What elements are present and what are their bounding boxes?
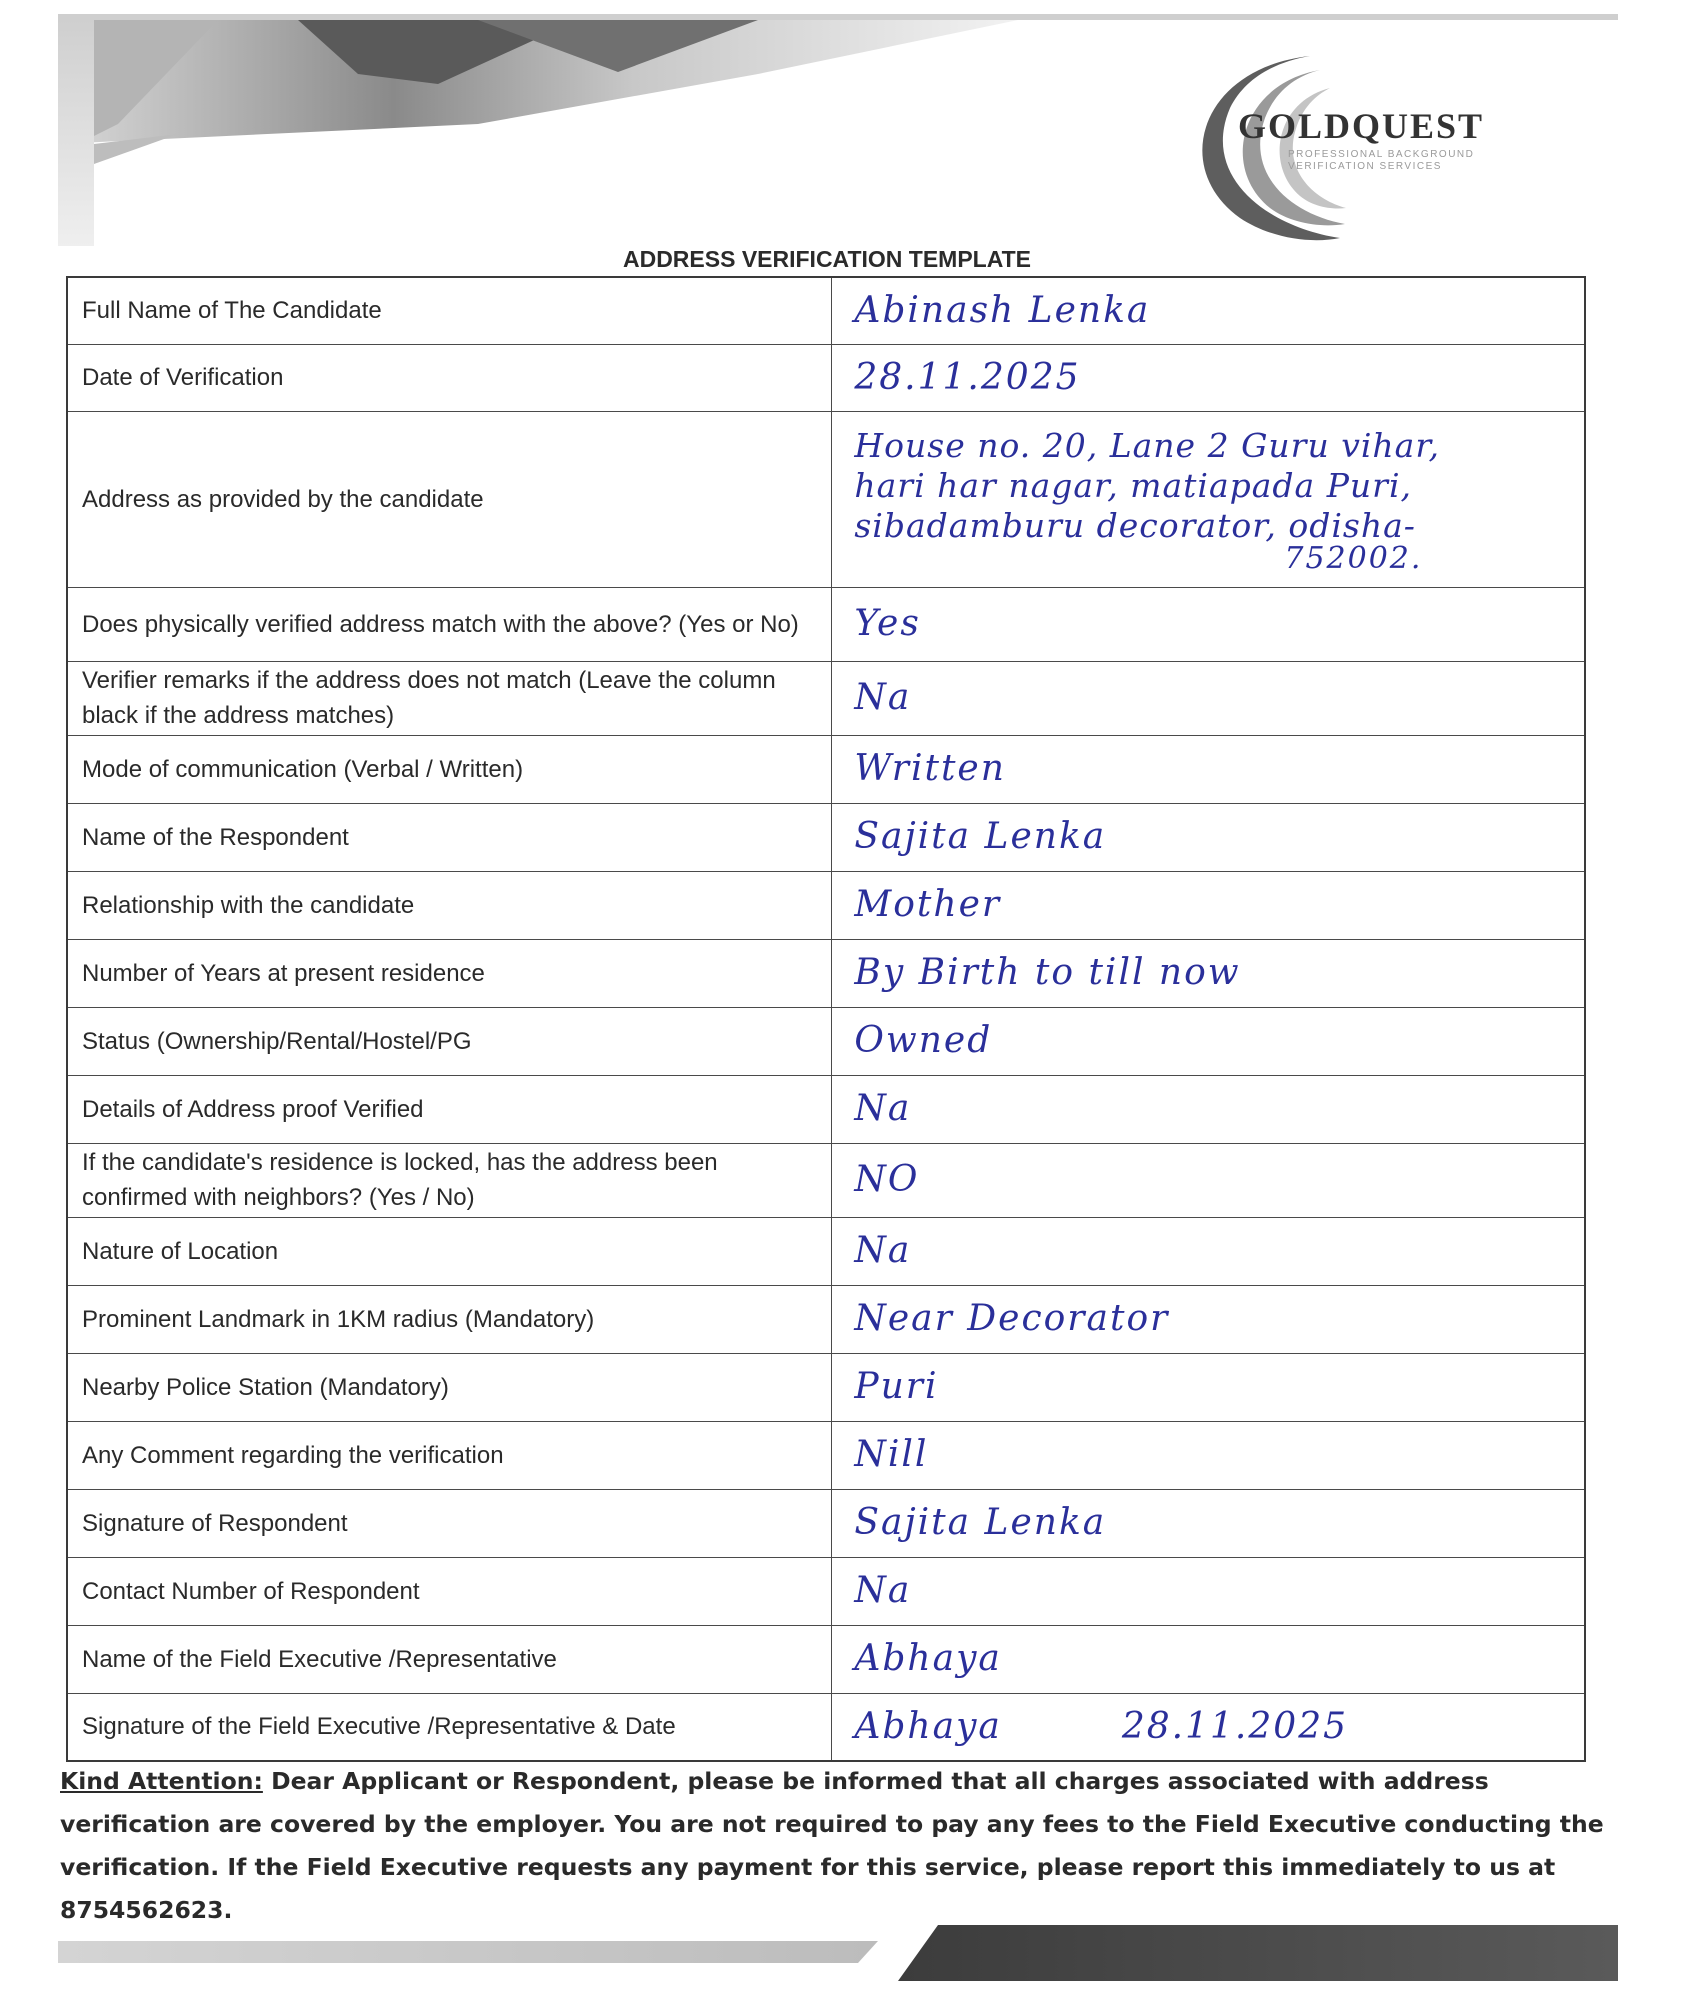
goldquest-logo [1160,48,1560,248]
question-label: Nature of Location [67,1217,832,1285]
table-row [67,1143,1585,1217]
answer-handwritten: Mother [832,871,1585,939]
question-label: Prominent Landmark in 1KM radius (Mandatory) [67,1285,832,1353]
question-label: Signature of the Field Executive /Representative & Date [67,1693,832,1761]
address-line: hari har nagar, matiapada Puri, [854,466,1412,505]
answer-handwritten: Abinash Lenka [832,277,1585,344]
address-line: House no. 20, Lane 2 Guru vihar, [854,426,1440,465]
table-row [67,1075,1585,1143]
table-row [67,587,1585,661]
executive-signature-cell [832,1693,1585,1761]
document-title: ADDRESS VERIFICATION TEMPLATE [622,246,1032,272]
notice-label: Kind Attention: [60,1767,263,1795]
footer-decoration [58,1925,1618,1985]
answer-handwritten: Sajita Lenka [832,803,1585,871]
table-row [67,1489,1585,1557]
question-label: Name of the Respondent [67,803,832,871]
answer-handwritten: Abhaya [832,1625,1585,1693]
table-row [67,1693,1585,1761]
table-row [67,1007,1585,1075]
logo-wordmark: GOLDQUEST [1238,106,1485,146]
question-label: Details of Address proof Verified [67,1075,832,1143]
executive-signature: Abhaya [854,1705,1002,1747]
table-row [67,1353,1585,1421]
address-pincode: 752002. [1284,541,1423,576]
notice-text: Dear Applicant or Respondent, please be informed that all charges associated with address verification are covered by the employer. You are not required to pay any fees to the Field Executive conducting the verification. If the Field Executive requests any payment for this service, please report this immediately to us at 8754562623. [60,1767,1604,1924]
question-label: Relationship with the candidate [67,871,832,939]
question-label: Nearby Police Station (Mandatory) [67,1353,832,1421]
table-row [67,939,1585,1007]
question-label: Does physically verified address match with the above? (Yes or No) [67,587,832,661]
logo-tagline: PROFESSIONAL BACKGROUND VERIFICATION SERVICES [1288,149,1475,172]
question-label: Verifier remarks if the address does not match (Leave the column black if the address matches) [67,661,832,735]
answer-handwritten: Written [832,735,1585,803]
question-label: Contact Number of Respondent [67,1557,832,1625]
question-label: Number of Years at present residence [67,939,832,1007]
table-row [67,803,1585,871]
table-row [67,1421,1585,1489]
question-label: If the candidate's residence is locked, has the address been confirmed with neighbors? (Yes / No) [67,1143,832,1217]
answer-handwritten: Nill [832,1421,1585,1489]
table-row [67,277,1585,344]
signature-date: 28.11.2025 [1121,1705,1348,1747]
address-answer-block [832,411,1585,587]
table-row [67,411,1585,587]
verification-table [66,276,1586,1762]
question-label: Address as provided by the candidate [67,411,832,587]
answer-handwritten: Na [832,1075,1585,1143]
question-label: Signature of Respondent [67,1489,832,1557]
answer-handwritten: Owned [832,1007,1585,1075]
answer-handwritten: Puri [832,1353,1585,1421]
table-row [67,661,1585,735]
answer-handwritten: Yes [832,587,1585,661]
answer-handwritten: Na [832,1557,1585,1625]
answer-handwritten: Na [832,661,1585,735]
answer-handwritten: By Birth to till now [832,939,1585,1007]
table-row [67,344,1585,411]
question-label: Full Name of The Candidate [67,277,832,344]
answer-handwritten: 28.11.2025 [832,344,1585,411]
question-label: Status (Ownership/Rental/Hostel/PG [67,1007,832,1075]
table-row [67,1285,1585,1353]
question-label: Name of the Field Executive /Representative [67,1625,832,1693]
respondent-signature: Sajita Lenka [832,1489,1585,1557]
question-label: Any Comment regarding the verification [67,1421,832,1489]
question-label: Date of Verification [67,344,832,411]
table-row [67,1625,1585,1693]
answer-handwritten: Na [832,1217,1585,1285]
table-row [67,871,1585,939]
question-label: Mode of communication (Verbal / Written) [67,735,832,803]
table-row [67,735,1585,803]
table-row [67,1557,1585,1625]
answer-handwritten: NO [832,1143,1585,1217]
answer-handwritten: Near Decorator [832,1285,1585,1353]
kind-attention-notice [60,1760,1620,1932]
table-row [67,1217,1585,1285]
address-line: sibadamburu decorator, odisha- [854,506,1416,545]
